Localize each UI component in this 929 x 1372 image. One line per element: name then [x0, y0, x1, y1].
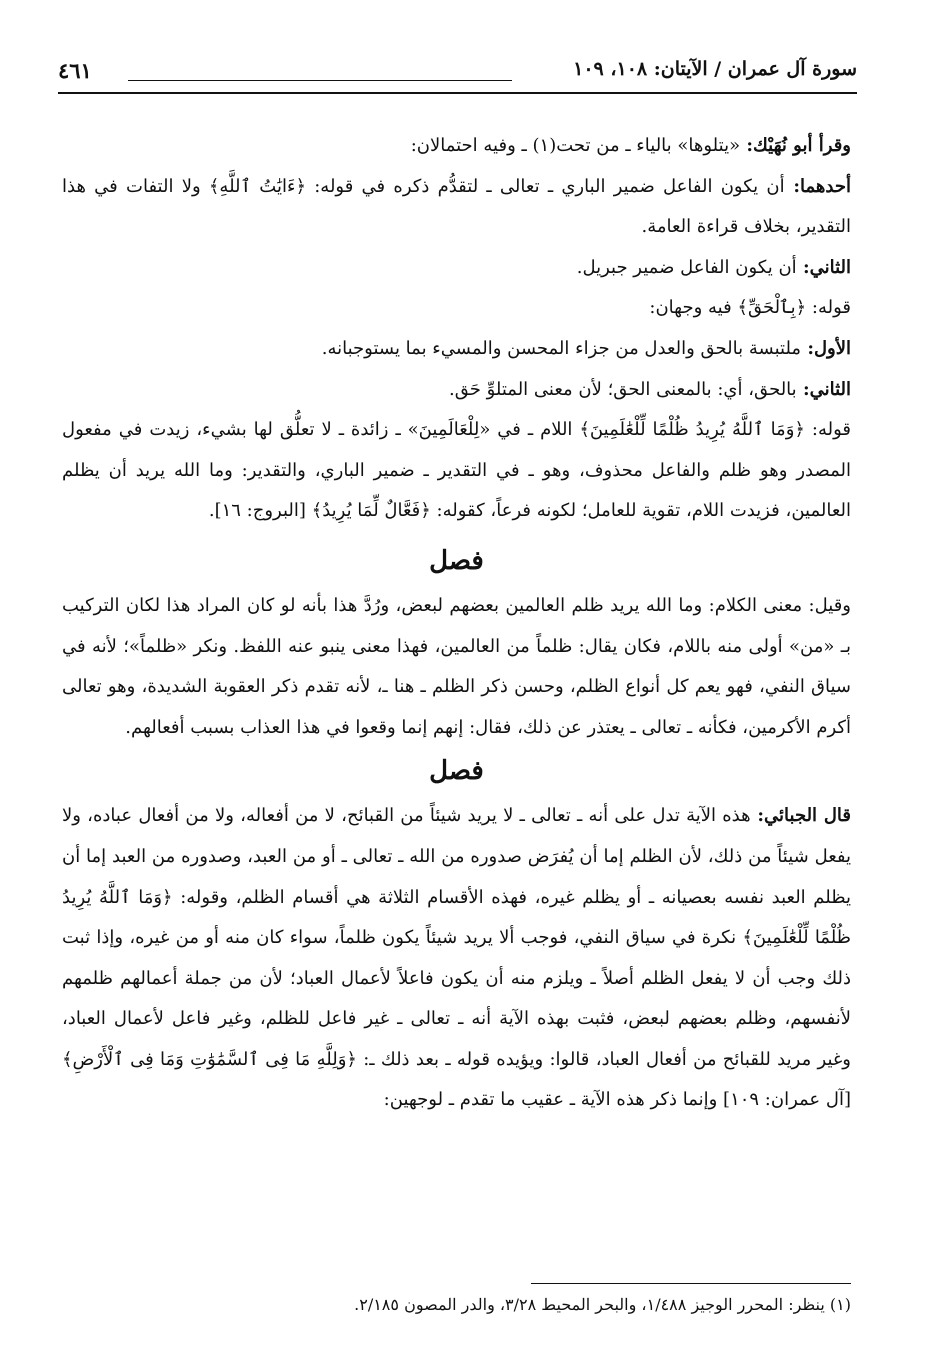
page-number: ٤٦١	[58, 58, 92, 83]
paragraph	[62, 248, 851, 289]
section-heading: فصل	[429, 756, 484, 787]
footnote: (١) ينظر: المحرر الوجيز ١/٤٨٨، والبحر المحيط ٣/٢٨، والدر المصون ٢/١٨٥.	[354, 1295, 851, 1314]
footnote-separator	[531, 1283, 851, 1284]
section-heading: فصل	[429, 545, 484, 576]
header-line	[128, 80, 512, 81]
paragraph-lead: الثاني:	[796, 378, 851, 400]
paragraph-text: «يتلوها» بالياء ـ من تحت(١) ـ وفيه احتمالان:	[410, 135, 741, 156]
paragraph-lead: قال الجبائي:	[750, 805, 851, 827]
main-text	[62, 126, 851, 1121]
paragraph-lead: الأول:	[801, 337, 851, 359]
header-rule	[58, 92, 857, 94]
paragraph	[62, 796, 851, 1121]
paragraph: وقيل: معنى الكلام: وما الله يريد ظلم العالمين بعضهم لبعض، ورُدَّ هذا بأنه لو كان المراد هذا لكان التركيب بـ «من» أولى منه باللام، فكان يقال: ظلماً من العالمين، فهذا معنى ينبو عنه اللفظ. ونكر «ظلماً»؛ لأنه في سياق النفي، فهو يعم كل أنواع الظلم، وحسن ذكر الظلم ـ هنا ـ، لأنه تقدم ذكر العقوبة الشديدة، وهو تعالى أكرم الأكرمين، فكأنه ـ تعالى ـ يعتذر عن ذلك، فقال: إنهم إنما وقعوا في هذا العذاب بسبب أفعالهم.	[62, 594, 852, 738]
paragraph-text: قوله: ﴿بِٱلْحَقِّ﴾ فيه وجهان:	[649, 297, 851, 319]
paragraph-text: أن يكون الفاعل ضمير جبريل.	[576, 256, 797, 278]
paragraph-lead: الثاني:	[796, 256, 851, 278]
paragraph	[62, 410, 851, 532]
running-header	[58, 58, 857, 88]
paragraph-text: أن يكون الفاعل ضمير الباري ـ تعالى ـ لتقدُّم ذكره في قوله: ﴿ءَايَٰتُ ٱللَّهِ﴾ ولا التفات في هذا التقدير، بخلاف قراءة العامة.	[62, 175, 851, 238]
paragraph-lead: وقرأ أبو نُهَيْك:	[740, 135, 851, 156]
paragraph-text: ملتبسة بالحق والعدل من جزاء المحسن والمسيء بما يستوجبانه.	[321, 337, 802, 359]
paragraph	[62, 126, 851, 167]
paragraph	[62, 288, 851, 329]
paragraph-text: قوله: ﴿وَمَا ٱللَّهُ يُرِيدُ ظُلْمًا لِّلْعَٰلَمِينَ﴾ اللام ـ في «لِلْعَالَمِينَ» ـ زائدة ـ لا تعلُّق لها بشيء، زيدت في مفعول المصدر وهو ظلم والفاعل محذوف، وهو ـ في التقدير ـ ضمير الباري، والتقدير: وما الله يريد أن يظلم العالمين، فزيدت اللام، تقوية للعامل؛ لكونه فرعاً، كقوله: ﴿فَعَّالٌ لِّمَا يُرِيدُ﴾ [البروج: ١٦].	[62, 419, 851, 522]
running-title: سورة آل عمران / الآيتان: ١٠٨، ١٠٩	[573, 58, 857, 80]
paragraph-text: بالحق، أي: بالمعنى الحق؛ لأن معنى المتلوِّ حَق.	[449, 378, 797, 400]
paragraph	[62, 167, 851, 248]
paragraph	[62, 370, 851, 411]
paragraph	[62, 329, 851, 370]
paragraph-lead: أحدهما:	[784, 175, 852, 197]
paragraph-text: هذه الآية تدل على أنه ـ تعالى ـ لا يريد شيئاً من القبائح، لا من أفعاله، ولا من أفعال عباده، ولا يفعل شيئاً من ذلك، لأن الظلم إما أن يُفرَض صدوره من الله ـ تعالى ـ أو من العبد، وصدوره من العبد إما أن يظلم العبد نفسه بعصيانه ـ أو يظلم غيره، فهذه الأقسام الثلاثة هي أقسام الظلم، وقوله: ﴿وَمَا ٱللَّهُ يُرِيدُ ظُلْمًا لِّلْعَٰلَمِينَ﴾ نكرة في سياق النفي، فوجب ألا يريد شيئاً يكون ظلماً، سواء كان منه أو من غيره، وإذا ثبت ذلك وجب أن لا يفعل الظلم أصلاً ـ ويلزم منه أن يكون فاعلاً لأعمال العباد؛ لأن من جملة أعمالهم ظلمهم لأنفسهم، وظلم بعضهم لبعض، فثبت بهذه الآية أنه ـ تعالى ـ غير فاعل للظلم، وغير فاعل لأعمال العباد، وغير مريد للقبائح من أفعال العباد، قالوا: ويؤيده قوله ـ بعد ذلك ـ: ﴿وَلِلَّهِ مَا فِى ٱلسَّمَٰوَٰتِ وَمَا فِى ٱلْأَرْضِ﴾ [آل عمران: ١٠٩] وإنما ذكر هذه الآية ـ عقيب ما تقدم ـ لوجهين:	[62, 805, 851, 1111]
